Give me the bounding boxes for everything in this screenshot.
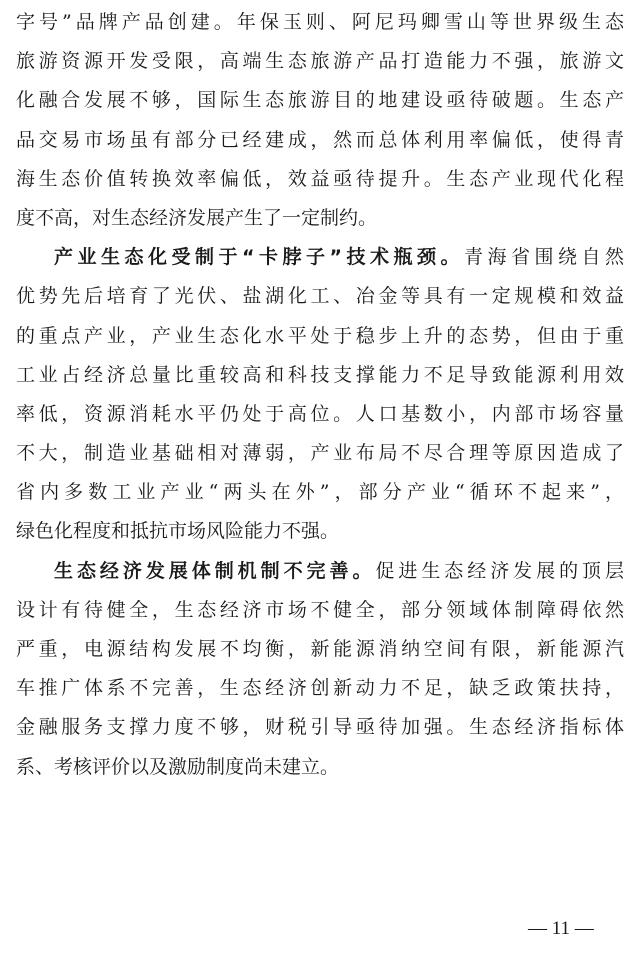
- paragraph-first-line: [16, 238, 624, 277]
- text-line: 设计有待健全，生态经济市场不健全，部分领域体制障碍依然: [16, 598, 624, 621]
- paragraph-heading: 产业生态化受制于“卡脖子”技术瓶颈。: [54, 246, 464, 269]
- page-number: — 11 —: [528, 918, 594, 939]
- text-line: 不大，制造业基础相对薄弱，产业布局不尽合理等原因造成了: [16, 442, 624, 465]
- text-line: 旅游资源开发受限，高端生态旅游产品打造能力不强，旅游文: [16, 50, 624, 73]
- text-line: 字号”品牌产品创建。年保玉则、阿尼玛卿雪山等世界级生态: [16, 11, 624, 33]
- text-line: 省内多数工业产业“两头在外”，部分产业“循环不起来”，: [16, 481, 624, 504]
- text-line: 化融合发展不够，国际生态旅游目的地建设亟待破题。生态产: [16, 89, 624, 112]
- text-line: 系、考核评价以及激励制度尚未建立。: [16, 755, 340, 778]
- text-line: 绿色化程度和抵抗市场风险能力不强。: [16, 520, 340, 543]
- body-text: [16, 3, 624, 787]
- paragraph-3: [16, 552, 624, 787]
- paragraph-first-line: [16, 552, 624, 591]
- text-line: 工业占经济总量比重较高和科技支撑能力不足导致能源利用效: [16, 363, 624, 386]
- text-line: 率低，资源消耗水平仍处于高位。人口基数小，内部市场容量: [16, 402, 624, 425]
- paragraph-1: [16, 3, 624, 238]
- text-line: 优势先后培育了光伏、盐湖化工、冶金等具有一定规模和效益: [16, 285, 624, 308]
- text-line: 车推广体系不完善，生态经济创新动力不足，缺乏政策扶持，: [16, 677, 624, 700]
- text-line: 海生态价值转换效率偏低，效益亟待提升。生态产业现代化程: [16, 167, 624, 190]
- text-line: 严重，电源结构发展不均衡，新能源消纳空间有限，新能源汽: [16, 638, 624, 660]
- paragraph-heading: 生态经济发展体制机制不完善。: [54, 559, 376, 582]
- paragraph-2: [16, 238, 624, 552]
- paragraph-text: 促进生态经济发展的顶层: [375, 559, 624, 582]
- text-line: 度不高，对生态经济发展产生了一定制约。: [16, 206, 378, 229]
- paragraph-text: 青海省围绕自然: [463, 246, 624, 269]
- text-line: 品交易市场虽有部分已经建成，然而总体利用率偏低，使得青: [16, 128, 624, 151]
- text-line: 的重点产业，产业生态化水平处于稳步上升的态势，但由于重: [16, 324, 624, 347]
- text-line: 金融服务支撑力度不够，财税引导亟待加强。生态经济指标体: [16, 716, 624, 739]
